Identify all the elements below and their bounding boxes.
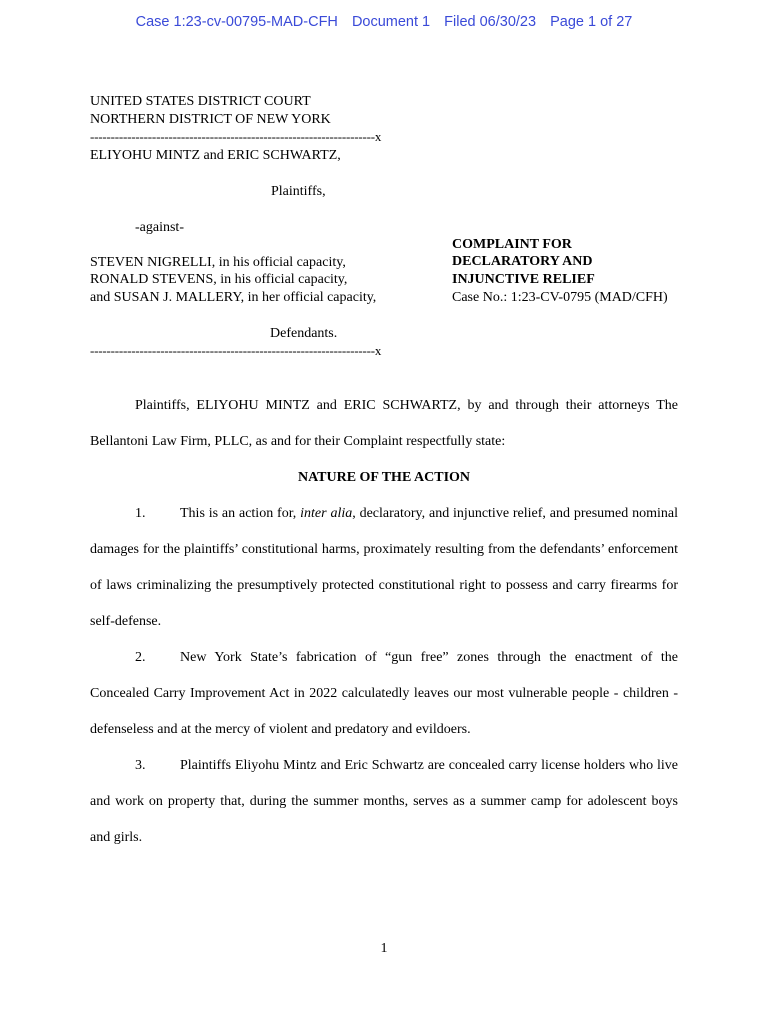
paragraph-number: 1. (135, 506, 146, 521)
latin-term: inter alia (300, 506, 353, 521)
page-number: 1 (380, 941, 388, 956)
court-name: UNITED STATES DISTRICT COURT (90, 94, 311, 109)
against-label: -against- (135, 220, 184, 235)
paragraph-1: 1. This is an action for, inter alia, declaratory, and injunctive relief, and presumed nominal damages for the plaintiffs’ constitutional harms, proximately resulting from the defendants’ enforcement of laws criminalizing the presumptively protected constitutional right to possess and carry firearms for self-defense. (90, 496, 678, 640)
filed-date: Filed 06/30/23 (444, 14, 537, 30)
paragraph-number: 2. (135, 650, 146, 665)
defendant-stevens: RONALD STEVENS, in his official capacity, (90, 272, 348, 287)
defendant-nigrelli: STEVEN NIGRELLI, in his official capacity, (90, 255, 346, 270)
document-number: Document 1 (351, 14, 431, 30)
case-number: Case 1:23-cv-00795-MAD-CFH (135, 14, 338, 30)
paragraph-2: 2. New York State’s fabrication of “gun free” zones through the enactment of the Concealed Carry Improvement Act in 2022 calculatedly leaves our most vulnerable people - children - defenseless and at the mercy of violent and predatory and evildoers. (90, 640, 678, 748)
defendant-mallery: and SUSAN J. MALLERY, in her official capacity, (90, 290, 377, 305)
plaintiffs-label: Plaintiffs, (271, 184, 326, 199)
caption-rule-top: ---------------------------------------------------------------------x (90, 129, 382, 144)
case-no: Case No.: 1:23-CV-0795 (MAD/CFH) (452, 290, 668, 305)
document-title-line3: INJUNCTIVE RELIEF (452, 272, 595, 287)
caption-rule-bottom: ---------------------------------------------------------------------x (90, 343, 382, 358)
filing-header (0, 14, 768, 30)
plaintiffs-names: ELIYOHU MINTZ and ERIC SCHWARTZ, (90, 148, 341, 163)
court-district: NORTHERN DISTRICT OF NEW YORK (90, 112, 331, 127)
document-title-line2: DECLARATORY AND (452, 254, 593, 269)
section-heading: NATURE OF THE ACTION (297, 470, 471, 485)
defendants-label: Defendants. (270, 326, 338, 341)
complaint-body (90, 388, 678, 856)
page-indicator: Page 1 of 27 (550, 14, 633, 30)
paragraph-3: 3. Plaintiffs Eliyohu Mintz and Eric Schwartz are concealed carry license holders who live and work on property that, during the summer months, serves as a summer camp for adolescent boys and girls. (90, 748, 678, 856)
intro-paragraph: Plaintiffs, ELIYOHU MINTZ and ERIC SCHWARTZ, by and through their attorneys The Bellantoni Law Firm, PLLC, as and for their Complaint respectfully state: (90, 398, 678, 449)
document-title-line1: COMPLAINT FOR (452, 237, 572, 252)
paragraph-number: 3. (135, 758, 146, 773)
